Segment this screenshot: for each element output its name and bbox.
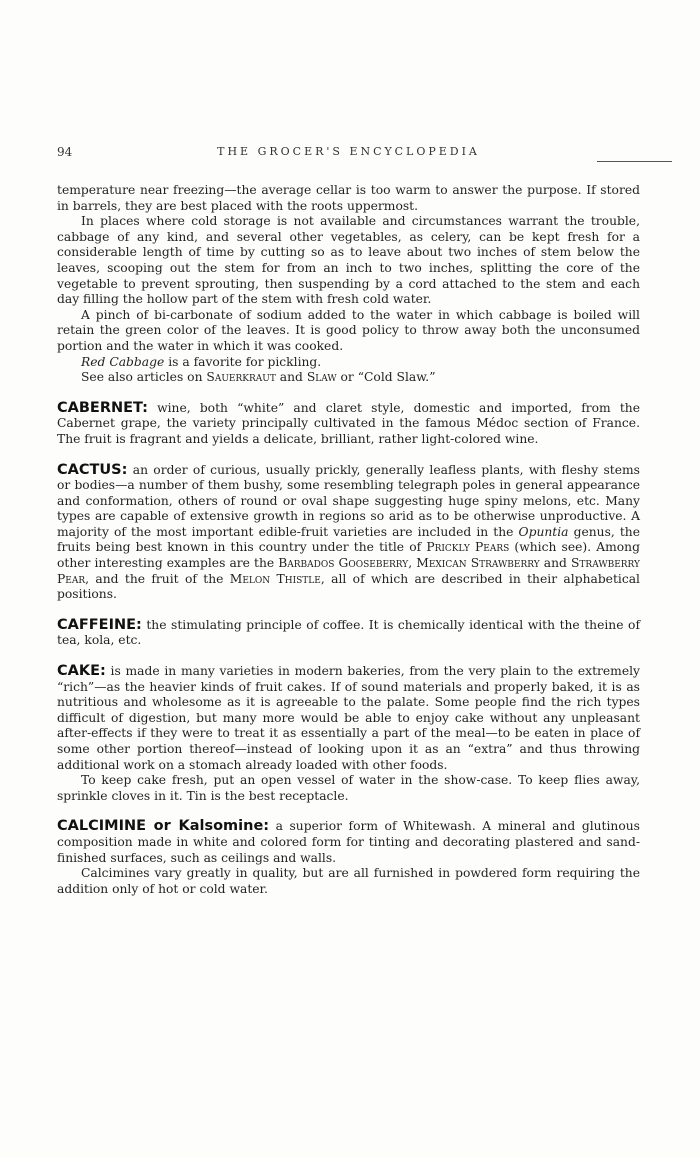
cactus-text-6: , and the fruit of the — [85, 571, 230, 586]
cabbage-paragraph-1: temperature near freezing—the average cellar is too warm to answer the purpose. If stored in barrels, they are best placed with the roots uppermost. — [57, 183, 640, 213]
cake-paragraph-2: To keep cake fresh, put an open vessel of water in the show-case. To keep flies away, sprinkle cloves in it. Tin is the best receptacle. — [57, 773, 640, 803]
calcimine-heading: CALCIMINE or Kalsomine: — [57, 818, 270, 835]
cactus-text-2: genus, the fruits being best known in this country under the title of — [57, 524, 640, 555]
red-cabbage-paragraph — [57, 355, 640, 371]
cake-text-1: is made in many varieties in modern bakeries, from the very plain to the extremely “rich”—as the heavier kinds of fruit cakes. If of sound materials and properly baked, it is as nutritious and wholesome as it is agreeable to the palate. Some people find the rich types difficult of digestion, but many more would be able to enjoy cake without any unpleasant after-effects if they were to treat it as essentially a part of the meal—to be eaten in place of some other portion thereof—instead of looking upon it as an “extra” and thus throwing additional work on a stomach already loaded with other foods. — [57, 664, 640, 772]
strawberry-pear-ref: Strawberry Pear — [57, 556, 640, 586]
caffeine-text: the stimulating principle of coffee. It is chemically identical with the theine of tea, kola, etc. — [57, 617, 640, 648]
see-also-paragraph — [57, 370, 640, 386]
cactus-text-3: (which see). Among other interesting examples are the — [57, 540, 640, 571]
header-rule — [597, 161, 672, 162]
cactus-entry — [57, 463, 640, 603]
cactus-text-4: , — [408, 556, 417, 571]
sauerkraut-ref: Sauerkraut — [206, 370, 276, 385]
calcimine-text-1: a superior form of Whitewash. A mineral and glutinous composition made in white and colored form for tinting and decorating plastered and sand-finished surfaces, such as ceilings and walls. — [57, 819, 640, 865]
page-body — [57, 183, 640, 897]
see-also-text: See also articles on — [81, 370, 207, 385]
slaw-ref: Slaw — [306, 370, 337, 385]
calcimine-paragraph-2: Calcimines vary greatly in quality, but are all furnished in powdered form requiring the addition only of hot or cold water. — [57, 866, 640, 896]
cabernet-text: wine, both “white” and claret style, domestic and imported, from the Cabernet grape, the variety principally cultivated in the famous Médoc section of France. The fruit is fragrant and yields a delicate, brilliant, rather light-colored wine. — [57, 400, 640, 446]
calcimine-entry — [57, 819, 640, 866]
melon-thistle-ref: Melon Thistle — [229, 571, 321, 586]
cabernet-heading: CABERNET: — [57, 399, 148, 416]
cabernet-entry — [57, 401, 640, 448]
prickly-pears-ref: Prickly Pears — [426, 540, 510, 555]
cake-entry — [57, 664, 640, 773]
caffeine-heading: CAFFEINE: — [57, 616, 142, 633]
cactus-text-1: an order of curious, usually prickly, generally leafless plants, with fleshy stems or bodies—a number of them bushy, some resembling telegraph poles in general appearance and conformation, others of round or oval shape suggesting huge spiny melons, etc. Many types are capable of extensive growth in regions so arid as to be otherwise unproductive. A majority of the most important edible-fruit varieties are included in the — [57, 462, 640, 539]
red-cabbage-text: is a favorite for pickling. — [164, 354, 322, 369]
cactus-text-5: and — [539, 556, 571, 571]
cactus-text-7: , all of which are described in their alphabetical positions. — [57, 571, 640, 602]
page-number: 94 — [57, 145, 73, 159]
red-cabbage-label: Red Cabbage — [81, 354, 165, 369]
cabbage-paragraph-3: A pinch of bi-carbonate of sodium added to the water in which cabbage is boiled will retain the green color of the leaves. It is good policy to throw away both the unconsumed portion and the water in which it was cooked. — [57, 307, 640, 353]
page-header — [57, 145, 640, 165]
running-title: THE GROCER'S ENCYCLOPEDIA — [217, 145, 480, 158]
barbados-gooseberry-ref: Barbados Gooseberry — [278, 556, 409, 571]
cabbage-paragraph-2: In places where cold storage is not available and circumstances warrant the trouble, cabbage of any kind, and several other vegetables, as celery, can be kept fresh for a considerable length of time by cutting so as to leave about two inches of stem below the leaves, scooping out the stem for from an inch to two inches, splitting the core of the vegetable to prevent sprouting, then suspending by a cord attached to the stem and each day filling the hollow part of the stem with fresh cold water. — [57, 214, 640, 307]
opuntia-term: Opuntia — [518, 524, 569, 539]
mexican-strawberry-ref: Mexican Strawberry — [416, 556, 540, 571]
see-also-end: or “Cold Slaw.” — [336, 370, 436, 385]
cactus-heading: CACTUS: — [57, 461, 128, 478]
cake-heading: CAKE: — [57, 663, 106, 680]
see-also-and: and — [275, 370, 307, 385]
caffeine-entry — [57, 618, 640, 649]
